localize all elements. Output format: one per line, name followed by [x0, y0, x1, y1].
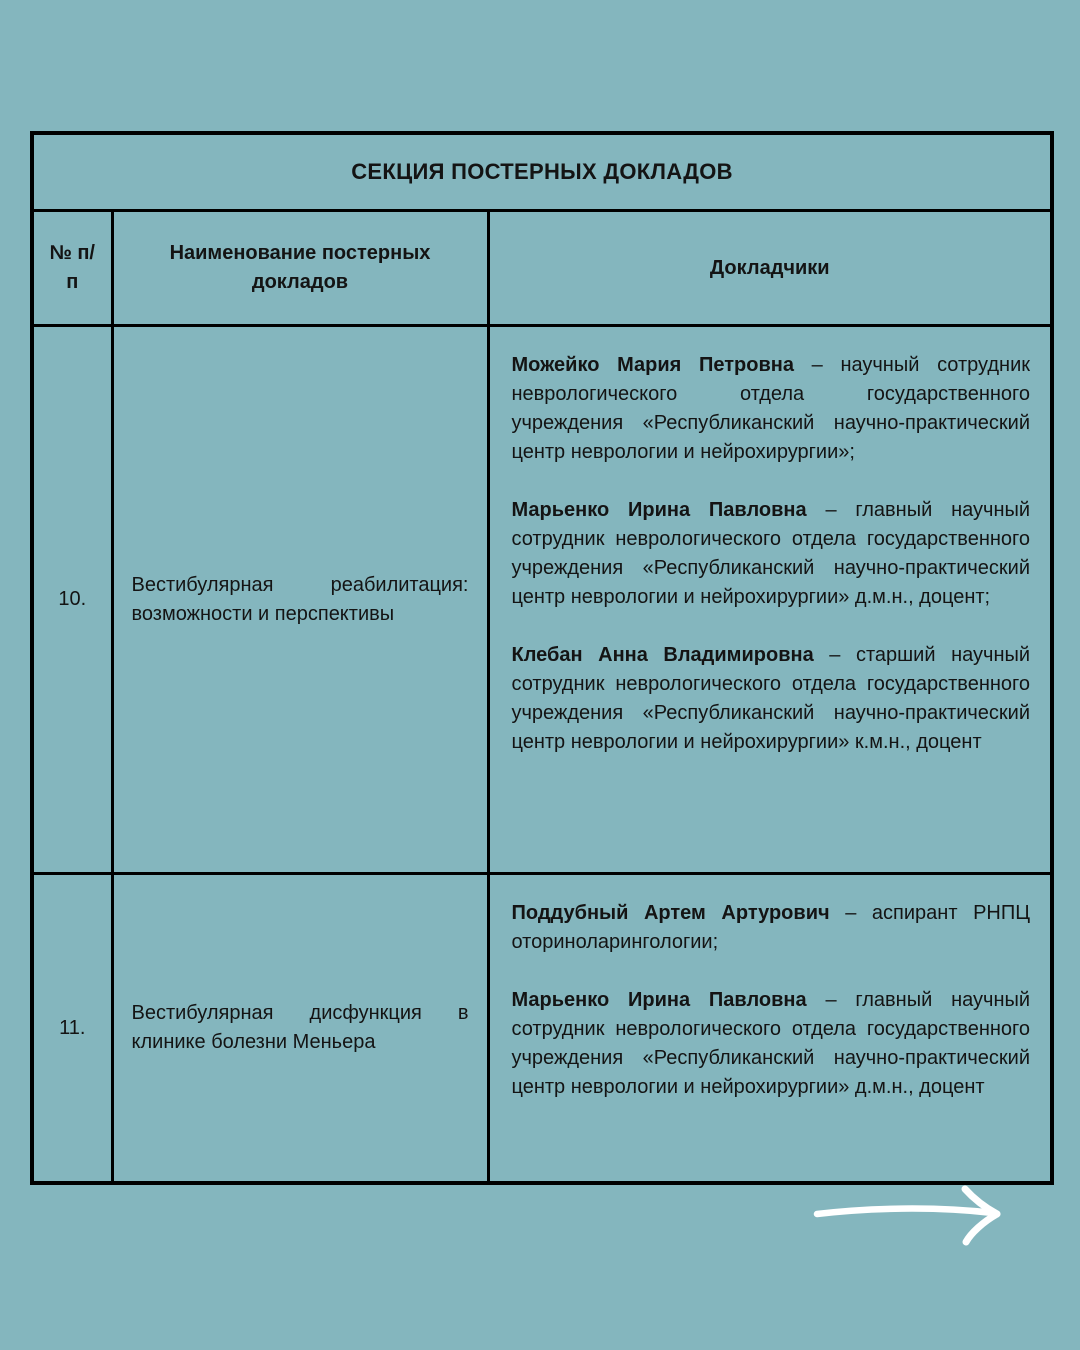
speaker-details: – старший научный сотрудник неврологического отдела государственного учреждения «Республиканский научно-практический центр неврологии и нейрохирургии» к.м.н., доцент	[511, 644, 1031, 753]
speaker-details: – аспирант РНПЦ оториноларингологии;	[511, 902, 1031, 953]
arrow-right-icon	[813, 1183, 1005, 1247]
speaker-entry	[512, 496, 1031, 612]
table-row-11	[32, 874, 1052, 1184]
speaker-entry	[512, 986, 1031, 1102]
table-row-10	[32, 326, 1052, 874]
speaker-name: Поддубный Артем Артурович	[511, 902, 830, 924]
speaker-entry	[512, 899, 1031, 957]
topic-cell: Вестибулярная дисфункция в клинике болезни Меньера	[112, 874, 488, 1184]
speaker-name: Марьенко Ирина Павловна	[511, 499, 807, 521]
title-row	[32, 133, 1052, 211]
row-number: 11.	[32, 874, 112, 1184]
program-table	[30, 131, 1054, 1185]
header-row	[32, 211, 1052, 326]
speaker-details: – научный сотрудник неврологического отдела государственного учреждения «Республиканский научно-практический центр неврологии и нейрохирургии»;	[511, 354, 1031, 463]
section-title: СЕКЦИЯ ПОСТЕРНЫХ ДОКЛАДОВ	[32, 133, 1052, 211]
speakers-cell	[488, 326, 1052, 874]
topic-cell: Вестибулярная реабилитация: возможности и перспективы	[112, 326, 488, 874]
speaker-name: Можейко Мария Петровна	[511, 354, 794, 376]
speaker-details: – главный научный сотрудник неврологического отдела государственного учреждения «Республиканский научно-практический центр неврологии и нейрохирургии» д.м.н., доцент;	[511, 499, 1031, 608]
speaker-name: Клебан Анна Владимировна	[511, 644, 814, 666]
row-number: 10.	[32, 326, 112, 874]
speaker-entry	[512, 351, 1031, 467]
column-header-topic: Наименование постерных докладов	[112, 211, 488, 326]
column-header-speakers: Докладчики	[488, 211, 1052, 326]
speaker-entry	[512, 641, 1031, 757]
column-header-number: № п/п	[32, 211, 112, 326]
speakers-cell	[488, 874, 1052, 1184]
speaker-name: Марьенко Ирина Павловна	[511, 989, 807, 1011]
speaker-details: – главный научный сотрудник неврологического отдела государственного учреждения «Республиканский научно-практический центр неврологии и нейрохирургии» д.м.н., доцент	[511, 989, 1031, 1098]
